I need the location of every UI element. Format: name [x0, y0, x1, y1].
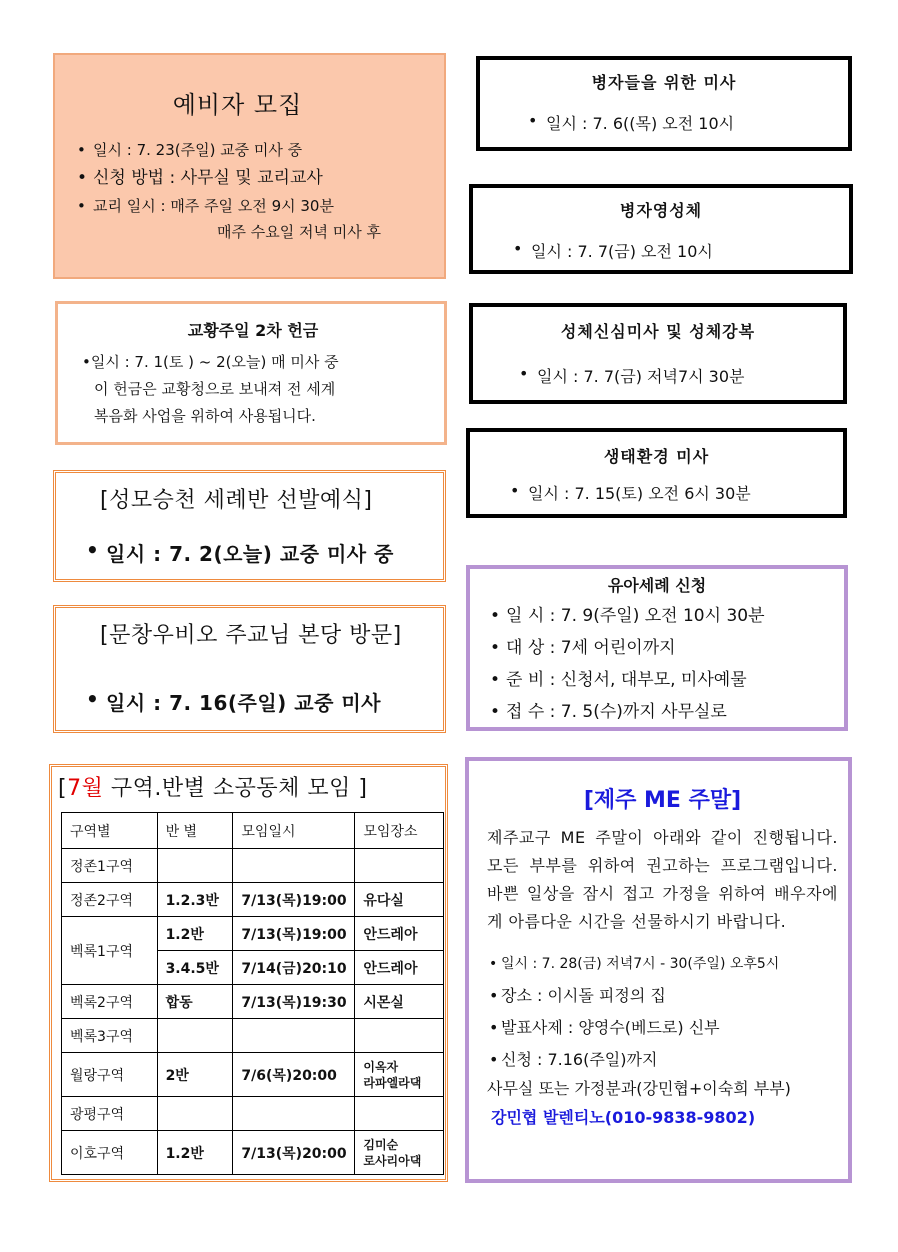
infant-prepare: • 준 비 : 신청서, 대부모, 미사예물: [506, 664, 844, 696]
baptism-class-title: [성모승천 세례반 선발예식]: [100, 488, 373, 513]
cell-group: [157, 849, 233, 883]
cell-place: 안드레아: [355, 951, 444, 985]
me-contact: 강민협 발렌티노(010-9838-9802): [491, 1108, 756, 1127]
table-row: [62, 1131, 444, 1175]
me-description: 제주교구 ME 주말이 아래와 같이 진행됩니다. 모든 부부를 위하여 권고하는 프로그램입니다. 바쁜 일상을 잠시 접고 가정을 위하여 배우자에게 아름다운 시간을 선물하시기 바랍니다.: [487, 828, 838, 931]
sick-mass-box: [476, 56, 852, 151]
me-apply-where: 사무실 또는 가정분과(강민협+이숙희 부부): [487, 1079, 791, 1098]
cell-time: [233, 1097, 355, 1131]
community-title-open: [: [58, 776, 68, 801]
cell-district: 정존1구역: [62, 849, 158, 883]
cell-place: 시몬실: [355, 985, 444, 1019]
adoration-mass-box: [469, 303, 847, 404]
cell-group: 3.4.5반: [157, 951, 233, 985]
recruit-apply: • 신청 방법 : 사무실 및 교리교사: [93, 164, 430, 192]
cell-place: [355, 849, 444, 883]
table-row: [62, 1097, 444, 1131]
cell-time: 7/13(목)19:00: [233, 917, 355, 951]
bishop-visit-title: [문창우비오 주교님 본당 방문]: [100, 623, 402, 648]
cell-district: 벡록3구역: [62, 1019, 158, 1053]
me-weekend-box: [465, 757, 852, 1183]
pope-desc-2: 복음화 사업을 위하여 사용됩니다.: [94, 407, 316, 425]
cell-time: [233, 1019, 355, 1053]
cell-time: 7/13(목)20:00: [233, 1131, 355, 1175]
cell-group: 1.2반: [157, 1131, 233, 1175]
baptism-class-box: [53, 470, 446, 582]
cell-place: [355, 1053, 444, 1097]
cell-place-home: 로사리아댁: [363, 1153, 422, 1168]
community-title: [52, 771, 445, 802]
cell-group: [157, 1019, 233, 1053]
cell-time: 7/13(목)19:30: [233, 985, 355, 1019]
table-row: [62, 883, 444, 917]
cell-place-name: 이옥자: [363, 1059, 399, 1074]
infant-list: [506, 600, 844, 728]
bishop-visit-box: [53, 605, 446, 733]
cell-place: 안드레아: [355, 917, 444, 951]
sick-mass-date: • 일시 : 7. 6((목) 오전 10시: [546, 111, 848, 134]
cell-place: 유다실: [355, 883, 444, 917]
community-table: [61, 812, 444, 1175]
cell-place: [355, 1131, 444, 1175]
cell-district: 벡록1구역: [62, 917, 158, 985]
eco-mass-box: [466, 428, 847, 518]
eco-mass-date: • 일시 : 7. 15(토) 오전 6시 30분: [528, 481, 843, 504]
me-title: [제주 ME 주말]: [583, 788, 742, 813]
small-community-box: [49, 764, 448, 1182]
cell-group: 1.2.3반: [157, 883, 233, 917]
cell-group: 1.2반: [157, 917, 233, 951]
baptism-class-date: • 일시 : 7. 2(오늘) 교중 미사 중: [86, 538, 429, 567]
cell-group: [157, 1097, 233, 1131]
cell-district: 정존2구역: [62, 883, 158, 917]
sick-communion-box: [469, 184, 853, 274]
me-schedule: • 일시 : 7. 28(금) 저녁7시 - 30(주일) 오후5시: [489, 948, 838, 980]
infant-target: • 대 상 : 7세 어린이까지: [506, 632, 844, 664]
table-header-row: [62, 813, 444, 849]
cell-place: [355, 1097, 444, 1131]
me-presenter: • 발표사제 : 양영수(베드로) 신부: [489, 1012, 838, 1044]
cell-group: 합동: [157, 985, 233, 1019]
recruit-list: [93, 136, 430, 220]
table-row: [62, 1019, 444, 1053]
cell-place: [355, 1019, 444, 1053]
me-place: • 장소 : 이시돌 피정의 집: [489, 980, 838, 1012]
cell-place-home: 라파엘라댁: [363, 1075, 422, 1090]
catechumen-recruit-box: [53, 53, 446, 279]
sick-communion-date: • 일시 : 7. 7(금) 오전 10시: [531, 239, 849, 262]
pope-desc-1: 이 헌금은 교황청으로 보내져 전 세계: [94, 380, 336, 398]
infant-baptism-box: [466, 565, 848, 731]
table-row: [62, 1053, 444, 1097]
pope-date: •일시 : 7. 1(토 ) ~ 2(오늘) 매 미사 중: [82, 353, 339, 371]
community-title-rest: 구역.반별 소공동체 모임 ]: [103, 776, 368, 801]
header-district: 구역별: [62, 813, 158, 849]
adoration-date: • 일시 : 7. 7(금) 저녁7시 30분: [537, 364, 843, 387]
table-row: [62, 985, 444, 1019]
recruit-class-time: • 교리 일시 : 매주 주일 오전 9시 30분: [93, 192, 430, 220]
table-row: [62, 849, 444, 883]
table-row: [62, 917, 444, 951]
cell-time: 7/13(목)19:00: [233, 883, 355, 917]
cell-district: 이호구역: [62, 1131, 158, 1175]
pope-sunday-box: [55, 301, 447, 445]
infant-title: 유아세례 신청: [607, 576, 707, 595]
sick-mass-title: 병자들을 위한 미사: [591, 73, 737, 92]
infant-date: • 일 시 : 7. 9(주일) 오전 10시 30분: [506, 600, 844, 632]
cell-district: 벡록2구역: [62, 985, 158, 1019]
cell-group: 2반: [157, 1053, 233, 1097]
me-details: [487, 948, 838, 1076]
recruit-title: 예비자 모집: [172, 91, 303, 119]
infant-receive: • 접 수 : 7. 5(수)까지 사무실로: [506, 696, 844, 728]
cell-time: 7/14(금)20:10: [233, 951, 355, 985]
pope-title: 교황주일 2차 헌금: [187, 321, 319, 340]
me-apply: • 신청 : 7.16(주일)까지: [489, 1044, 838, 1076]
header-time: 모임일시: [233, 813, 355, 849]
header-place: 모임장소: [355, 813, 444, 849]
community-title-month: 7월: [67, 776, 104, 801]
cell-time: 7/6(목)20:00: [233, 1053, 355, 1097]
adoration-title: 성체신심미사 및 성체강복: [560, 322, 756, 341]
cell-district: 월랑구역: [62, 1053, 158, 1097]
header-group: 반 별: [157, 813, 233, 849]
sick-communion-title: 병자영성체: [619, 201, 703, 220]
eco-mass-title: 생태환경 미사: [603, 447, 710, 466]
cell-place-name: 김미순: [363, 1137, 399, 1152]
cell-district: 광평구역: [62, 1097, 158, 1131]
cell-time: [233, 849, 355, 883]
recruit-date: • 일시 : 7. 23(주일) 교중 미사 중: [93, 136, 430, 164]
bishop-visit-date: • 일시 : 7. 16(주일) 교중 미사: [86, 687, 429, 716]
recruit-class-time-2: 매주 수요일 저녁 미사 후: [217, 223, 381, 241]
